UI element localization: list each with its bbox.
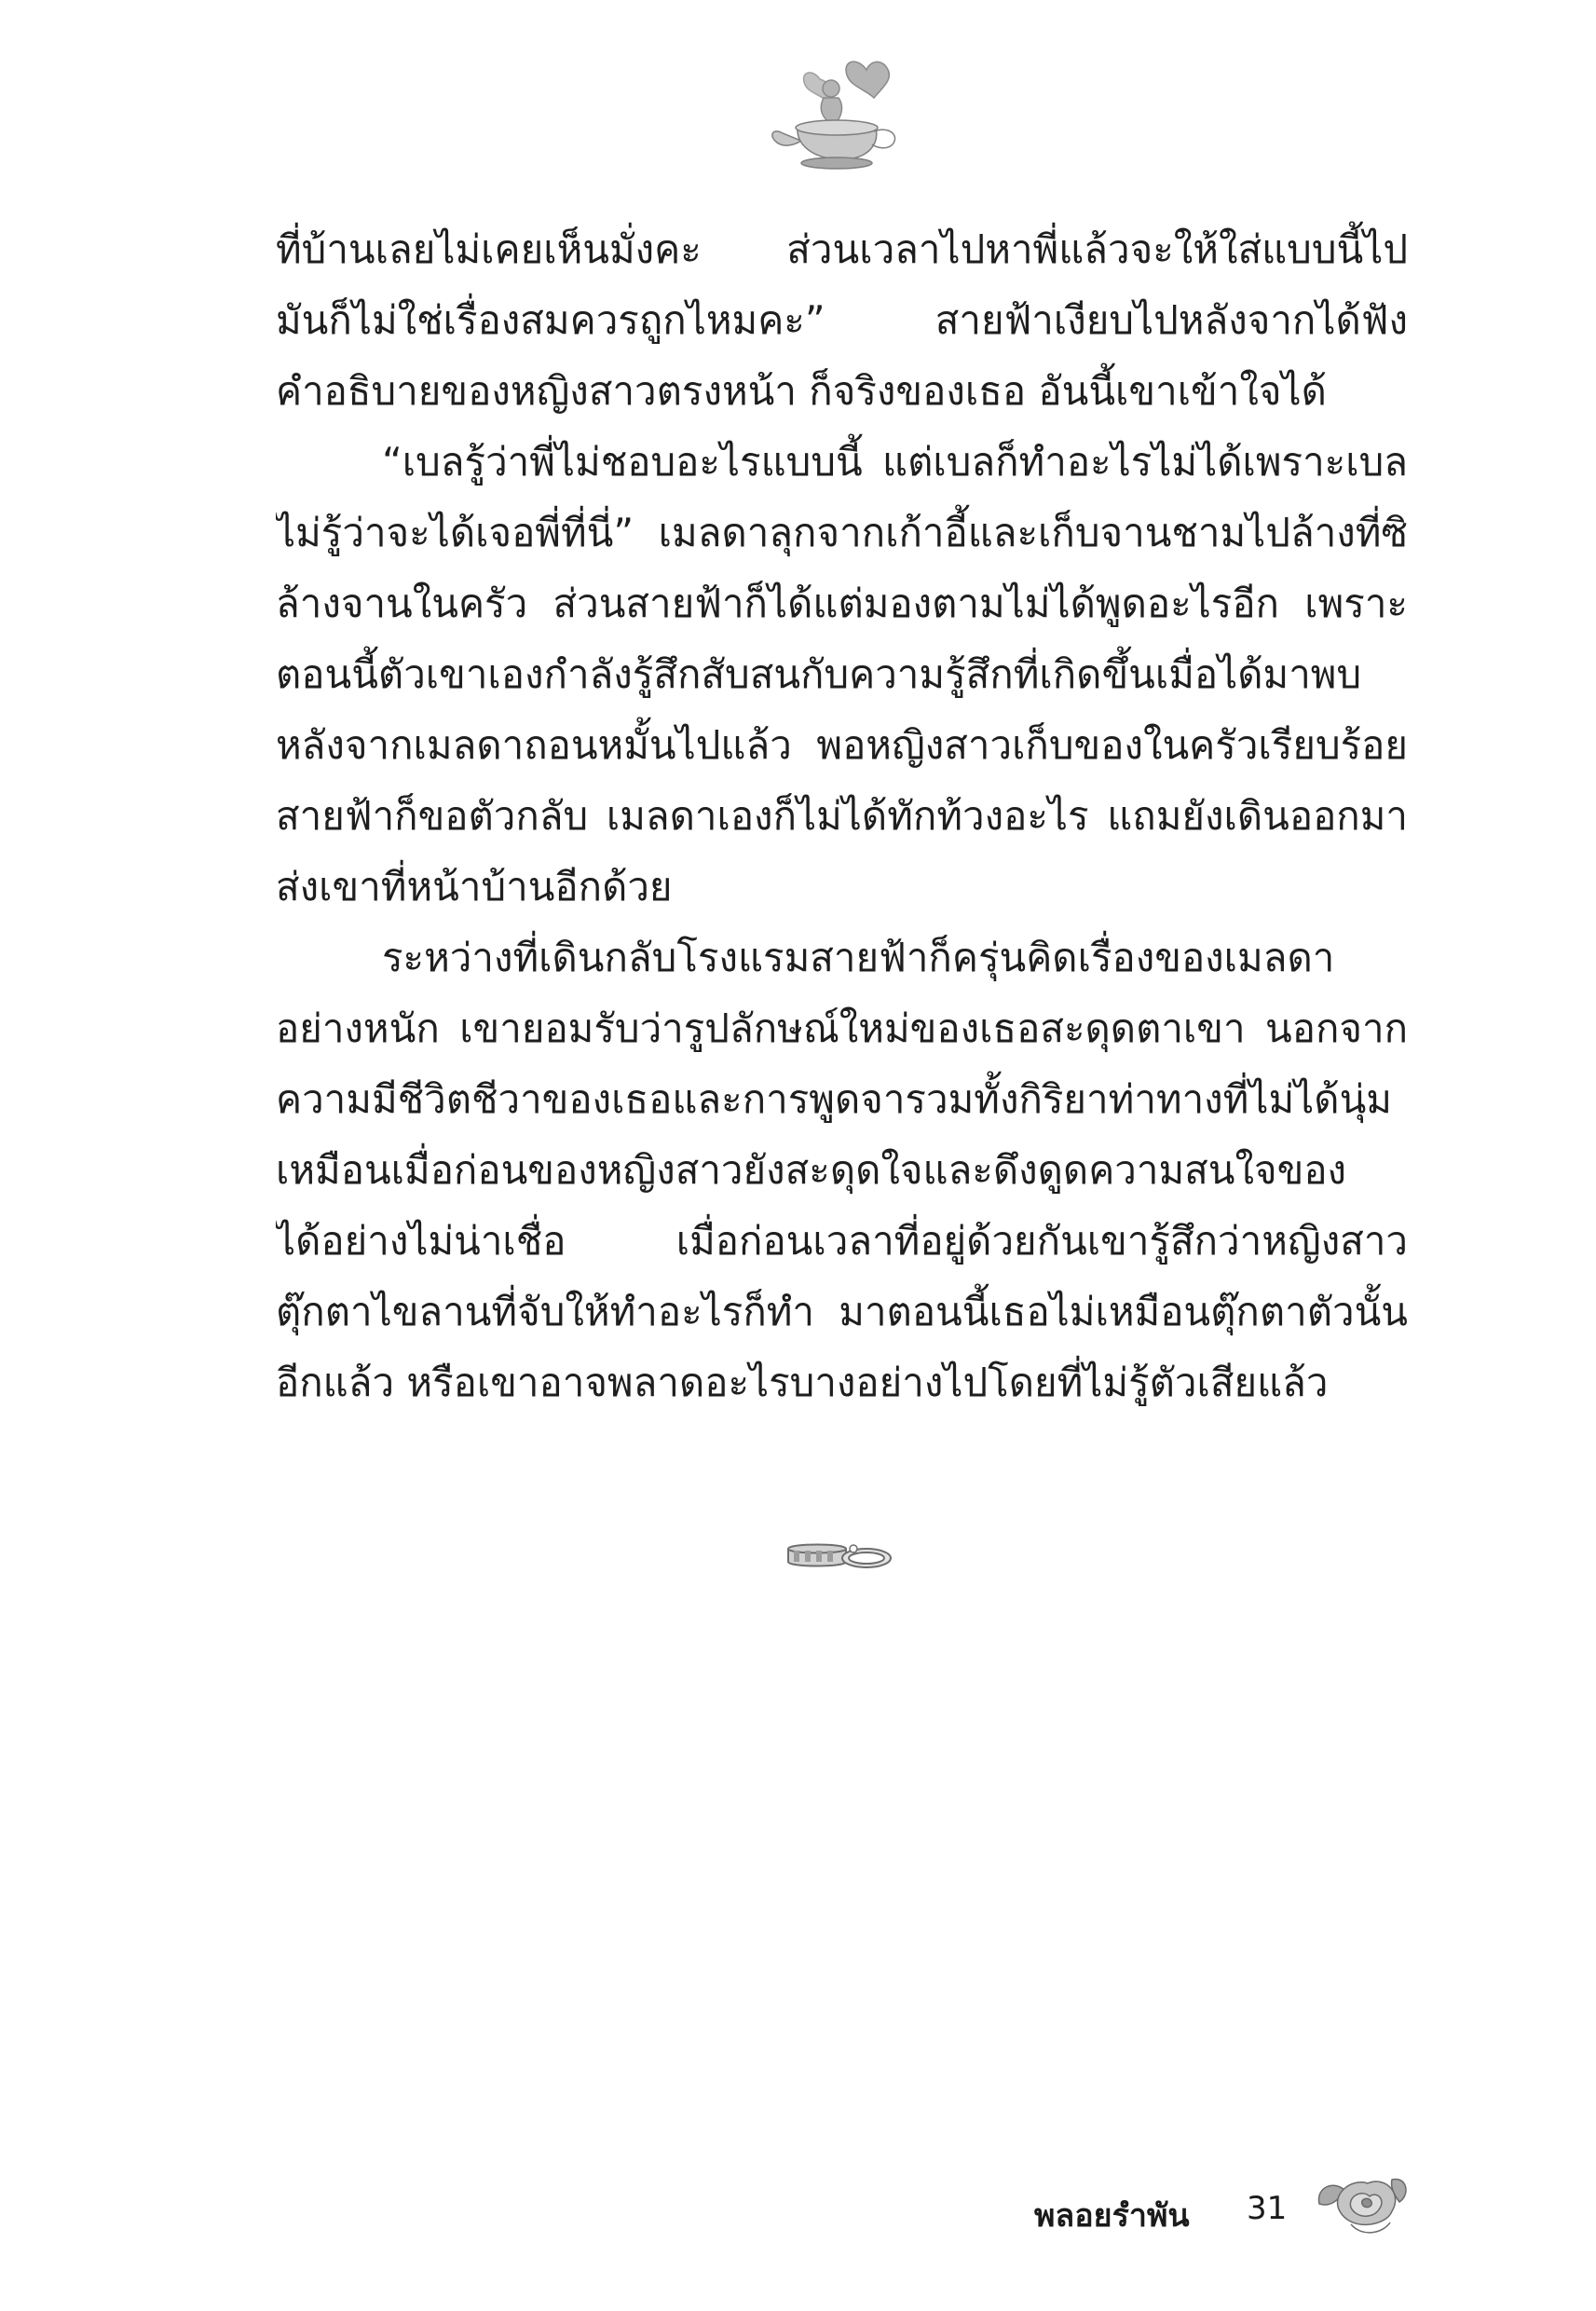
rose-ornament-icon bbox=[1314, 2167, 1412, 2241]
wedding-rings-icon bbox=[781, 1536, 897, 1573]
body-line: ส่งเขาที่หน้าบ้านอีกด้วย bbox=[276, 864, 673, 909]
body-line: ความมีชีวิตชีวาของเธอและการพูดจารวมทั้งกิริยาท่าทางที่ไม่ได้นุ่ม bbox=[276, 1076, 1392, 1122]
body-line: สายฟ้าก็ขอตัวกลับ เมลดาเองก็ไม่ได้ทักท้วงอะไร แถมยังเดินออกมา bbox=[276, 793, 1408, 839]
body-line: ไม่รู้ว่าจะได้เจอพี่ที่นี่” เมลดาลุกจากเก้าอี้และเก็บจานชามไปล้างที่ซิ bbox=[276, 510, 1408, 555]
page-number: 31 bbox=[1247, 2190, 1288, 2227]
body-text bbox=[276, 214, 1408, 1418]
body-line: อีกแล้ว หรือเขาอาจพลาดอะไรบางอย่างไปโดยที่ไม่รู้ตัวเสียแล้ว bbox=[276, 1360, 1329, 1405]
body-line: คำอธิบายของหญิงสาวตรงหน้า ก็จริงของเธอ อันนี้เขาเข้าใจได้ bbox=[276, 368, 1327, 414]
body-line: ที่บ้านเลยไม่เคยเห็นมั่งคะ ส่วนเวลาไปหาพี่แล้วจะให้ใส่แบบนี้ไป bbox=[276, 226, 1408, 272]
body-line: ล้างจานในครัว ส่วนสายฟ้าก็ได้แต่มองตามไม่ได้พูดอะไรอีก เพราะ bbox=[276, 581, 1408, 626]
body-line: เหมือนเมื่อก่อนของหญิงสาวยังสะดุดใจและดึงดูดความสนใจของ bbox=[276, 1147, 1347, 1193]
body-line: ได้อย่างไม่น่าเชื่อ เมื่อก่อนเวลาที่อยู่ด้วยกันเขารู้สึกว่าหญิงสาว bbox=[276, 1218, 1408, 1264]
body-line: ตุ๊กตาไขลานที่จับให้ทำอะไรก็ทำ มาตอนนี้เธอไม่เหมือนตุ๊กตาตัวนั้น bbox=[276, 1289, 1408, 1334]
body-line: อย่างหนัก เขายอมรับว่ารูปลักษณ์ใหม่ของเธอสะดุดตาเขา นอกจาก bbox=[276, 1005, 1408, 1051]
body-line: หลังจากเมลดาถอนหมั้นไปแล้ว พอหญิงสาวเก็บของในครัวเรียบร้อย bbox=[276, 722, 1408, 768]
teapot-cupid-ornament-icon bbox=[764, 51, 904, 172]
body-line: มันก็ไม่ใช่เรื่องสมควรถูกไหมคะ” สายฟ้าเงียบไปหลังจากได้ฟัง bbox=[276, 297, 1408, 343]
body-line: ตอนนี้ตัวเขาเองกำลังรู้สึกสับสนกับความรู้สึกที่เกิดขึ้นเมื่อได้มาพบ bbox=[276, 651, 1362, 697]
body-line: “เบลรู้ว่าพี่ไม่ชอบอะไรแบบนี้ แต่เบลก็ทำอะไรไม่ได้เพราะเบล bbox=[382, 439, 1408, 485]
running-footer-title: พลอยรำพัน bbox=[1034, 2197, 1190, 2235]
body-line: ระหว่างที่เดินกลับโรงแรมสายฟ้าก็ครุ่นคิดเรื่องของเมลดา bbox=[382, 935, 1335, 980]
